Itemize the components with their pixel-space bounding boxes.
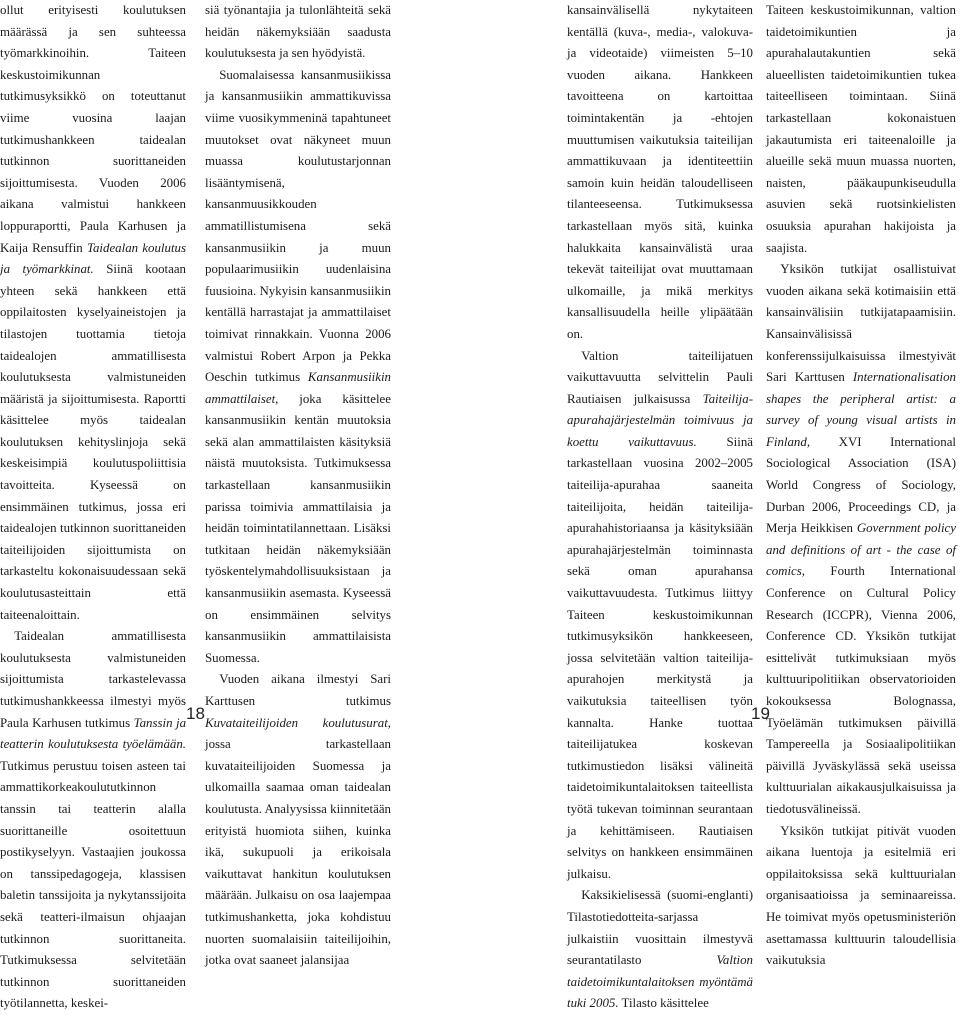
page-number-right: 19 — [751, 704, 770, 723]
paragraph: Taiteen keskustoimikunnan, valtion taidetoimikuntien ja apurahalautakuntien sekä alueellisten taidetoimikuntien tukea taiteelliseen toimintaan. Siinä tarkastellaan kokonaistuen jakautumista eri taiteenaloille ja alueille sekä muun muassa nuorten, naisten, pääkaupunkiseudulla asuvien sekä ruotsinkielisten osuuksia apurahan hakijoista ja saajista. — [766, 3, 956, 255]
text-column-4 — [766, 0, 956, 968]
paragraph: kansainvälisellä nykytaiteen kentällä (kuva-, media-, valokuva- ja videotaide) viimeisten 5–10 vuoden aikana. Hankkeen tavoitteena on kartoittaa toimintakentän ja -ehtojen muuttumisen vaikutuksia taiteilijan ammattikuvaan ja identiteettiin samoin kuin heidän taloudelliseen tilanteeseensa. Tutkimuksessa tarkastellaan myös sitä, kuinka halukkaita kansainvälistä uraa tekevät taiteilijat ovat muuttamaan ulkomaille, ja mikä merkitys kansallisuudella heille ylipäätään on. — [567, 3, 753, 341]
paragraph: Yksikön tutkijat osallistuivat vuoden aikana sekä kotimaisiin että kansainvälisiin tutkijatapaamisiin. Kansainvälisissä konferenssijulkaisuissa ilmestyivät Sari Karttusen Internationalisation shapes the peripheral artist: a survey of young visual artists in Finland, XVI International Sociological Association (ISA) World Congress of Sociology, Durban 2006, Proceedings CD, ja Merja Heikkisen Government policy and definitions of art - the case of comics, Fourth International Conference on Cultural Policy Research (ICCPR), Vienna 2006, Conference CD. Yksikön tutkijat esittelivät tutkimuksiaan myös kulttuuripolitiikan observatorioiden kokouksessa Bolognassa, Työelämän tutkimuksen päivillä Tampereella ja Sosiaalipolitiikan päivillä Jyväskylässä sekä useissa kulttuurialan aikakausjulkaisuissa ja tiedotusvälineissä. — [766, 262, 956, 816]
paragraph: Taidealan ammatillisesta koulutuksesta valmistuneiden sijoittumista tarkastelevassa tutkimushankkeessa ilmestyi myös Paula Karhusen tutkimus Tanssin ja teatterin koulutuksesta työelämään. Tutkimus perustuu toisen asteen tai ammattikorkeakoulututkinnon tanssin tai teatterin alalla suorittaneille osoitettuun postikyselyyn. Vastaajien joukossa on tanssipedagogeja, klassisen baletin tanssijoita ja nykytanssijoita sekä teatteri-ilmaisun ohjaajan tutkinnon suorittaneita. Tutkimuksessa selvitetään tutkinnon suorittaneiden työtilannetta, keskei- — [0, 629, 187, 1011]
paragraph: Yksikön tutkijat pitivät vuoden aikana luentoja ja esitelmiä eri oppilaitoksissa sekä kulttuurialan organisaatioissa ja seminaareissa. He toimivat myös opetusministeriön asettamassa kulttuurin taloudellisia vaikutuksia — [766, 823, 956, 968]
text-column-1 — [0, 0, 187, 1011]
paragraph: Suomalaisessa kansanmusiikissa ja kansanmusiikin ammattikuvissa viime vuosikymmeninä tapahtuneet muutokset ovat näkyneet muun muassa koulutustarjonnan lisääntymisenä, kansanmuusikkouden ammatillistumisena sekä kansanmusiikin ja muun populaarimusiikin uudenlaisina fuusioina. Nykyisin kansanmusiikin kentällä harrastajat ja ammattilaiset toimivat rinnakkain. Vuonna 2006 valmistui Robert Arpon ja Pekka Oeschin tutkimus Kansanmusiikin ammattilaiset, joka käsittelee kansanmusiikin kentän muutoksia sekä alan ammattilaisten käsityksiä näistä muutoksista. Tutkimuksessa tarkastellaan kansanmusiikin parissa toimivia ammattilaisia ja heidän toimintatilannettaan. Lisäksi tutkitaan heidän näkemyksiään työskentelymahdollisuuksistaan ja kansanmusiikin asemasta. Kyseessä on ensimmäinen selvitys kansanmusiikin ammattilaisista Suomessa. — [205, 67, 391, 665]
page-number-left: 18 — [186, 704, 205, 723]
paragraph: ollut erityisesti koulutuksen määrässä ja sen suhteessa työmarkkinoihin. Taiteen keskustoimikunnan tutkimusyksikkö on toteuttanut viime vuosina laajan tutkimushankkeen taidealan tutkinnon suorittaneiden sijoittumisesta. Vuoden 2006 aikana valmistui hankkeen loppuraportti, Paula Karhusen ja Kaija Rensuffin Taidealan koulutus ja työmarkkinat. Siinä kootaan yhteen sekä hankkeen että oppilaitosten kyselyaineistojen ja tilastojen tuottamia tietoja taidealojen ammatillisesta koulutuksesta valmistuneiden määristä ja sijoittumisesta. Raportti käsittelee myös taidealan koulutuksen kehityslinjoja sekä keskeisimpiä koulutuspoliittisia tavoitteita. Kyseessä on ensimmäinen tutkimus, jossa eri taidealojen tutkinnon suorittaneiden taiteilijoiden sijoittumista on tarkasteltu kokonaisuudessaan sekä koulutusasteittain että taiteenaloittain. — [0, 3, 186, 622]
text-column-2 — [205, 0, 391, 968]
text-column-3 — [567, 0, 753, 1011]
paragraph: Kaksikielisessä (suomi-englanti) Tilastotiedotteita-sarjassa julkaistiin vuosittain ilmestyvä seurantatilasto Valtion taidetoimikuntalaitoksen myöntämä tuki 2005. Tilasto käsittelee — [567, 888, 753, 1011]
paragraph: Vuoden aikana ilmestyi Sari Karttusen tutkimus Kuvataiteilijoiden koulutusurat, jossa tarkastellaan kuvataiteilijoiden Suomessa ja ulkomailla saamaa oman taidealan koulutusta. Analyysissa kiinnitetään erityistä huomiota siihen, kuinka ikä, sukupuoli ja erikoisala vaikuttavat hankitun koulutuksen määrään. Julkaisu on osa laajempaa tutkimushanketta, joka kohdistuu nuorten suomalaisiin taiteilijoihin, jotka ovat saaneet jalansijaa — [205, 672, 391, 968]
paragraph: Valtion taiteilijatuen vaikuttavuutta selvittelin Pauli Rautiaisen julkaisussa Taiteilija-apurahajärjestelmän toimivuus ja koettu vaikuttavuus. Siinä tarkastellaan vuosina 2002–2005 taiteilija-apurahaa saaneita taiteilijoita, heidän taiteilija-apurahahistoriaansa ja käsityksiään apurahajärjestelmän toiminnasta sekä oman apurahansa vaikuttavuudesta. Tutkimus liittyy Taiteen keskustoimikunnan tutkimusyksikön hankkeeseen, jossa selvitetään valtion taiteilija-apurahojen merkitystä ja vaikutuksia taiteellisen työn kannalta. Hanke tuottaa taiteilijatukea koskevan tutkimustiedon lisäksi välineitä taidetoimikuntalaitoksen taiteellista työtä tukevan toiminnan seurantaan ja kehittämiseen. Rautiaisen selvitys on hankkeen ensimmäinen julkaisu. — [567, 348, 753, 881]
paragraph: siä työnantajia ja tulonlähteitä sekä heidän näkemyksiään saadusta koulutuksesta ja sen hyödyistä. — [205, 3, 391, 61]
